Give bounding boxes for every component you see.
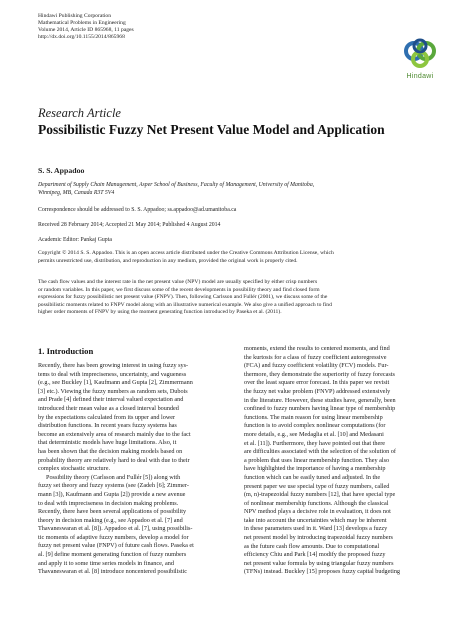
- journal-publisher: Hindawi Publishing Corporation: [38, 13, 112, 19]
- body-line: et al. [11]). Furthermore, they have pointed out that there: [244, 439, 386, 447]
- body-line: of nonlinear membership functions. Although the classical: [244, 499, 389, 507]
- body-line: has been shown that the decision making models based on: [38, 447, 183, 455]
- body-line: (m, n)-trapezoidal fuzzy numbers [12], that have special type: [244, 491, 396, 499]
- paper-title: Possibilistic Fuzzy Net Present Value Model and Application: [38, 122, 385, 137]
- body-line: probability theory are relatively hard to deal with due to their: [38, 456, 190, 464]
- body-line: NPV method plays a decisive role in evaluation, it does not: [244, 508, 391, 516]
- body-line: net present model by introducing trapezoidal fuzzy numbers: [244, 534, 393, 542]
- copyright-line: Copyright © 2014 S. S. Appadoo. This is an open access article distributed under the Creative Commons Attribution License, which: [38, 250, 334, 256]
- body-line: confined to fuzzy numbers having linear type of membership: [244, 405, 396, 413]
- section-heading-introduction: 1. Introduction: [38, 346, 94, 356]
- body-line: net present value formula by using triangular fuzzy numbers: [244, 559, 394, 567]
- body-line: introduced their mean value as a closed interval bounded: [38, 404, 179, 412]
- body-line: by the expectations calculated from its upper and lower: [38, 413, 176, 421]
- correspondence-note: Correspondence should be addressed to S. S. Appadoo; ss.appadoo@ad.umanitoba.ca: [38, 207, 237, 213]
- body-line: to deal with impreciseness in decision making problems.: [38, 499, 179, 507]
- body-line: Possibility theory (Carlsson and Fullér [5]) along with: [46, 473, 181, 481]
- body-line: Recently, there has been growing interest in using fuzzy sys-: [38, 362, 189, 369]
- body-line: [3] etc.). Viewing the fuzzy numbers as random sets, Dubois: [38, 387, 188, 395]
- body-line: and apply it to some time series models in finance, and: [38, 559, 174, 567]
- copyright-notice: [38, 250, 438, 265]
- abstract: [38, 279, 438, 317]
- academic-editor: Academic Editor: Pankaj Gupta: [38, 237, 112, 243]
- body-line: (e.g., see Buckley [1], Kaufmann and Gupta [2], Zimmermann: [38, 379, 193, 387]
- journal-volume: Volume 2014, Article ID 865968, 11 pages: [38, 27, 134, 33]
- abstract-line: or random variables. In this paper, we first discuss some of the recent developments in possibility theory and find closed form: [38, 286, 320, 293]
- hindawi-logo-icon: [400, 38, 440, 70]
- body-line: moments, extend the results to centered moments, and find: [244, 345, 390, 352]
- body-column-left: [38, 362, 231, 577]
- body-line: fuzzy set theory and fuzzy systems (see (Zadeh [6]; Zimmer-: [38, 482, 189, 490]
- body-line: al. [9] define moment generating function of fuzzy numbers: [38, 551, 187, 559]
- body-line: Thavaneswaran et al. [8] introduce noncentered possibilistic: [38, 568, 187, 576]
- journal-doi[interactable]: http://dx.doi.org/10.1155/2014/865968: [38, 34, 125, 40]
- body-line: efficiency Chiu and Park [14] modify the proposed fuzzy: [244, 551, 386, 559]
- body-line: take into account the uncertainties which may be inherent: [244, 516, 387, 524]
- body-line: function is to avoid complex nonlinear computations (for: [244, 422, 386, 430]
- abstract-line: The cash flow values and the interest rate in the net present value (NPV) model are usually specified by either crisp numbers: [38, 279, 318, 285]
- author-affiliation: [38, 181, 438, 197]
- article-type: Research Article: [38, 106, 121, 120]
- body-line: theory in decision making (e.g., see Appadoo et al. [7] and: [38, 516, 183, 524]
- body-line: mann [3]), Kaufmann and Gupta [2]) provide a new avenue: [38, 490, 186, 498]
- body-line: tic moments of adaptive fuzzy numbers, develop a model for: [38, 533, 189, 541]
- body-line: over the least square error forecast. In this paper we revisit: [244, 379, 390, 387]
- body-line: the fuzzy net value problem (FNVP) addressed extensively: [244, 387, 391, 395]
- body-line: become an extensively area of research mainly due to the fact: [38, 430, 191, 438]
- body-line: as the future cash flow amounts. Due to computational: [244, 542, 380, 550]
- body-line: present paper we use special type of fuzzy numbers, called: [244, 482, 390, 490]
- body-line: complex stochastic structure.: [38, 465, 110, 473]
- body-line: (TFNs) instead. Buckley [15] proposes fuzzy capital budgeting: [244, 568, 401, 576]
- author-name: S. S. Appadoo: [38, 166, 85, 175]
- body-line: more details, e.g., see Medaglia et al. [10] and Medasani: [244, 430, 384, 438]
- body-line: tems to deal with impreciseness, uncertainty, and vagueness: [38, 370, 187, 378]
- abstract-line: higher order moments of FNPV by using the moment generating function introduced by Paseka et al. (2011).: [38, 309, 282, 316]
- publication-dates: Received 28 February 2014; Accepted 21 May 2014; Published 4 August 2014: [38, 222, 221, 228]
- body-line: that deterministic models have huge limitations. Also, it: [38, 439, 177, 447]
- body-line: in these parameters used in it. Ward [13] develops a fuzzy: [244, 525, 388, 533]
- abstract-line: possibilistic moments related to FNPV model along with an illustrative numerical example. We also give a unified approach to find: [38, 301, 332, 308]
- copyright-line: permits unrestricted use, distribution, and reproduction in any medium, provided the original work is properly cited.: [38, 257, 298, 264]
- body-line: thermore, they demonstrate the superiority of fuzzy forecasts: [244, 370, 395, 378]
- body-line: Recently, there have been several applications of possibility: [38, 508, 187, 516]
- body-line: Thavaneswaran et al. [8]). Appadoo et al. [7], using possibilis-: [38, 525, 193, 533]
- affiliation-line: Department of Supply Chain Management, Asper School of Business, Faculty of Management, University of Manitoba,: [38, 182, 315, 188]
- body-line: the kurtosis for a class of fuzzy coefficient autoregressive: [244, 353, 387, 361]
- body-line: are difficulties associated with the selection of the solution of: [244, 448, 396, 456]
- body-line: fuzzy net present value (FNPV) of future cash flows. Paseka et: [38, 542, 194, 550]
- abstract-line: expressions for fuzzy possibilistic net present value (FNPV). Then, following Carlsson and Fullér (2001), we discuss some of the: [38, 294, 328, 301]
- hindawi-logo-text: Hindawi: [406, 73, 434, 80]
- affiliation-line: Winnipeg, MB, Canada R3T 5V4: [38, 190, 115, 196]
- journal-header: [38, 13, 298, 41]
- body-line: in the literature. However, these studies have, generally, been: [244, 396, 396, 404]
- body-line: distribution functions. In recent years fuzzy systems has: [38, 422, 177, 430]
- hindawi-logo: [400, 38, 440, 80]
- body-line: (FCA) and fuzzy coefficient volatility (FCV) models. Fur-: [244, 362, 389, 370]
- body-line: functions. The main reason for using linear membership: [244, 413, 383, 421]
- body-line: a problem that uses linear membership function. They also: [244, 456, 390, 464]
- body-line: and Prade [4] defined their interval valued expectation and: [38, 396, 184, 404]
- body-line: function which can be easily tuned and adjusted. In the: [244, 473, 381, 481]
- body-column-right: [244, 345, 437, 577]
- journal-name: Mathematical Problems in Engineering: [38, 20, 126, 26]
- body-line: have highlighted the importance of having a membership: [244, 465, 386, 473]
